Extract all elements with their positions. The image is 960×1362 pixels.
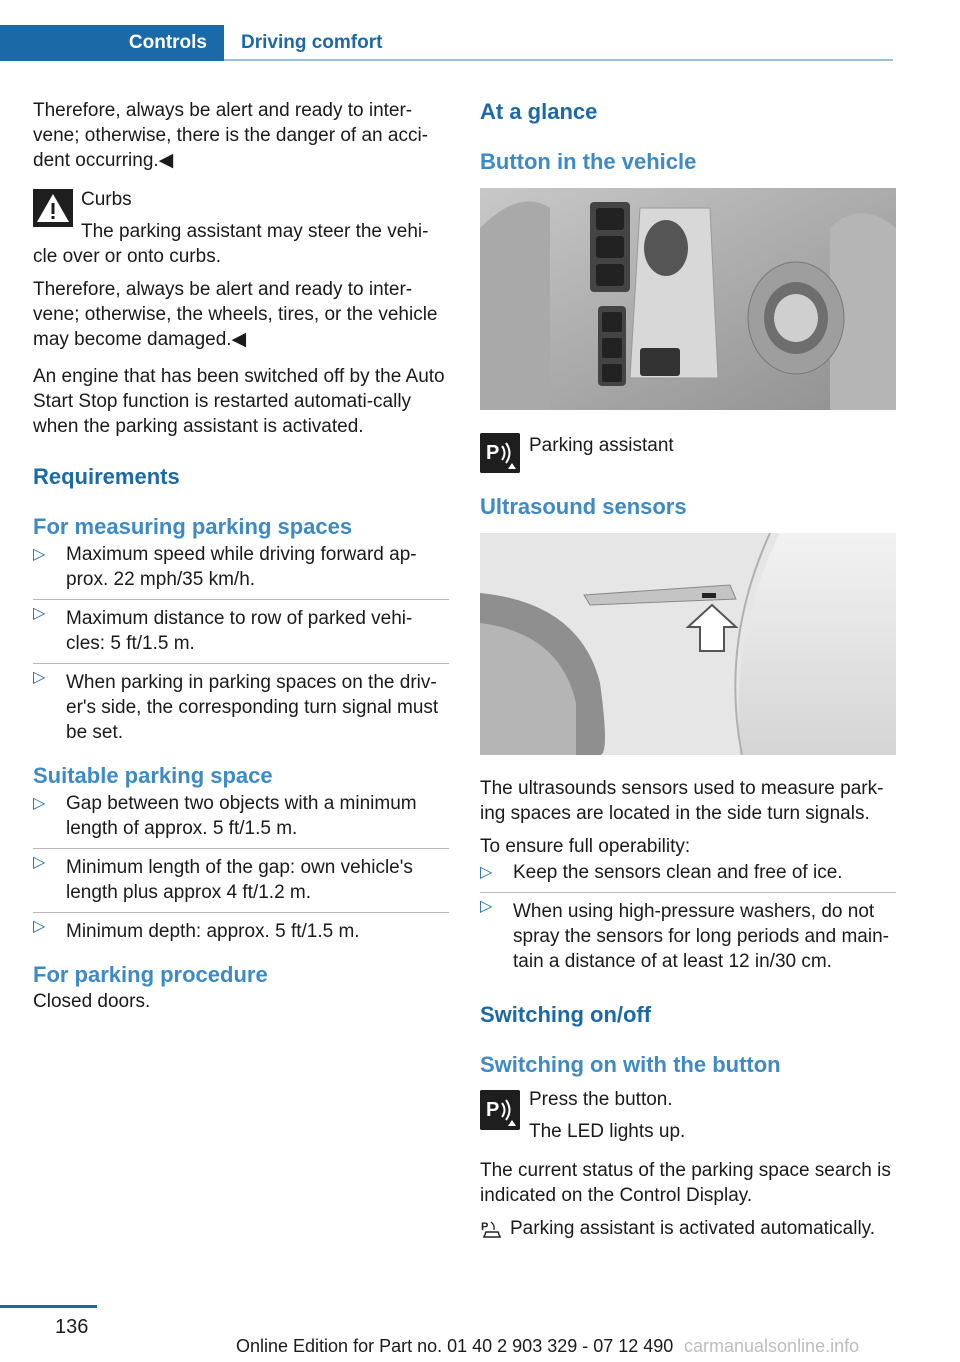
procedure-text: Closed doors. — [33, 991, 151, 1012]
left-column — [33, 98, 449, 1014]
sensor-photo — [480, 533, 896, 755]
triangle-bullet-icon: ▷ — [480, 864, 493, 881]
triangle-bullet-icon: ▷ — [33, 795, 46, 812]
measuring-list — [33, 541, 449, 752]
warning-title: Curbs — [81, 189, 132, 210]
list-item: ▷ Gap between two objects with a minimum length of approx. 5 ft/1.5 m. — [33, 790, 449, 849]
console-photo — [480, 188, 896, 410]
page-header — [0, 25, 893, 61]
press-text: Press the button. — [529, 1089, 673, 1110]
parking-car-icon — [480, 1218, 502, 1240]
switch-button-heading: Switching on with the button — [480, 1052, 781, 1077]
right-column — [480, 98, 896, 1241]
triangle-bullet-icon: ▷ — [480, 898, 493, 915]
footer-rule — [0, 1305, 97, 1308]
warning-triangle-icon — [33, 189, 73, 227]
led-text: The LED lights up. — [529, 1121, 686, 1142]
triangle-bullet-icon: ▷ — [33, 918, 46, 935]
button-caption: Parking assistant — [529, 435, 674, 456]
switch-heading: Switching on/off — [480, 1002, 652, 1027]
warning-text: The parking assistant may steer the vehi-cle over or onto curbs. — [33, 221, 429, 267]
intro-paragraph: Therefore, always be alert and ready to inter-vene; otherwise, there is the danger of an acci-dent occurring.◀ — [33, 100, 429, 171]
header-rule — [224, 59, 893, 61]
list-item: ▷ Minimum depth: approx. 5 ft/1.5 m. — [33, 913, 449, 951]
list-item: ▷ When parking in parking spaces on the driv-er's side, the corresponding turn signal must be set. — [33, 664, 449, 752]
svg-text:P: P — [486, 1099, 500, 1121]
press-button-block — [480, 1087, 896, 1144]
requirements-heading: Requirements — [33, 464, 180, 489]
glance-heading: At a glance — [480, 99, 598, 124]
svg-text:P: P — [486, 442, 500, 464]
operability-list — [480, 859, 896, 981]
list-item: ▷ Keep the sensors clean and free of ice. — [480, 859, 896, 893]
suitable-heading: Suitable parking space — [33, 763, 273, 788]
triangle-bullet-icon: ▷ — [33, 605, 46, 622]
auto-activate-row — [480, 1216, 896, 1241]
list-item: ▷ Minimum length of the gap: own vehicle's length plus approx 4 ft/1.2 m. — [33, 849, 449, 913]
sensors-paragraph: The ultrasounds sensors used to measure park-ing spaces are located in the side turn signals. — [480, 778, 884, 824]
status-paragraph: The current status of the parking space search is indicated on the Control Display. — [480, 1160, 891, 1206]
button-heading: Button in the vehicle — [480, 149, 697, 174]
measuring-heading: For measuring parking spaces — [33, 514, 353, 539]
watermark: carmanualsonline.info — [684, 1336, 860, 1356]
page-number: 136 — [55, 1316, 89, 1338]
list-item: ▷ Maximum distance to row of parked vehi-cles: 5 ft/1.5 m. — [33, 600, 449, 664]
warning-block — [33, 185, 449, 212]
warning-text-2: Therefore, always be alert and ready to inter-vene; otherwise, the wheels, tires, or the vehicle may become damaged.◀ — [33, 279, 438, 350]
parking-assistant-caption — [480, 433, 896, 477]
edition-text: Online Edition for Part no. 01 40 2 903 329 - 07 12 490 — [236, 1336, 674, 1356]
auto-text: Parking assistant is activated automatically. — [510, 1218, 876, 1239]
section-tab[interactable]: Controls — [0, 25, 224, 61]
list-item: ▷ When using high-pressure washers, do not spray the sensors for long periods and main-tain a distance of at least 12 in/30 cm. — [480, 893, 896, 981]
triangle-bullet-icon: ▷ — [33, 546, 46, 563]
parking-assistant-button-icon — [480, 433, 520, 473]
suitable-list — [33, 790, 449, 951]
engine-paragraph: An engine that has been switched off by the Auto Start Stop function is restarted automati-cally when the parking assistant is activated. — [33, 366, 445, 437]
procedure-heading: For parking procedure — [33, 962, 268, 987]
chapter-tab[interactable]: Driving comfort — [241, 32, 383, 53]
sensors-heading: Ultrasound sensors — [480, 494, 687, 519]
svg-text:P: P — [481, 1221, 489, 1233]
operability-paragraph: To ensure full operability: — [480, 836, 691, 857]
triangle-bullet-icon: ▷ — [33, 854, 46, 871]
triangle-bullet-icon: ▷ — [33, 669, 46, 686]
list-item: ▷ Maximum speed while driving forward ap-prox. 22 mph/35 km/h. — [33, 541, 449, 600]
parking-assistant-button-icon — [480, 1090, 520, 1130]
